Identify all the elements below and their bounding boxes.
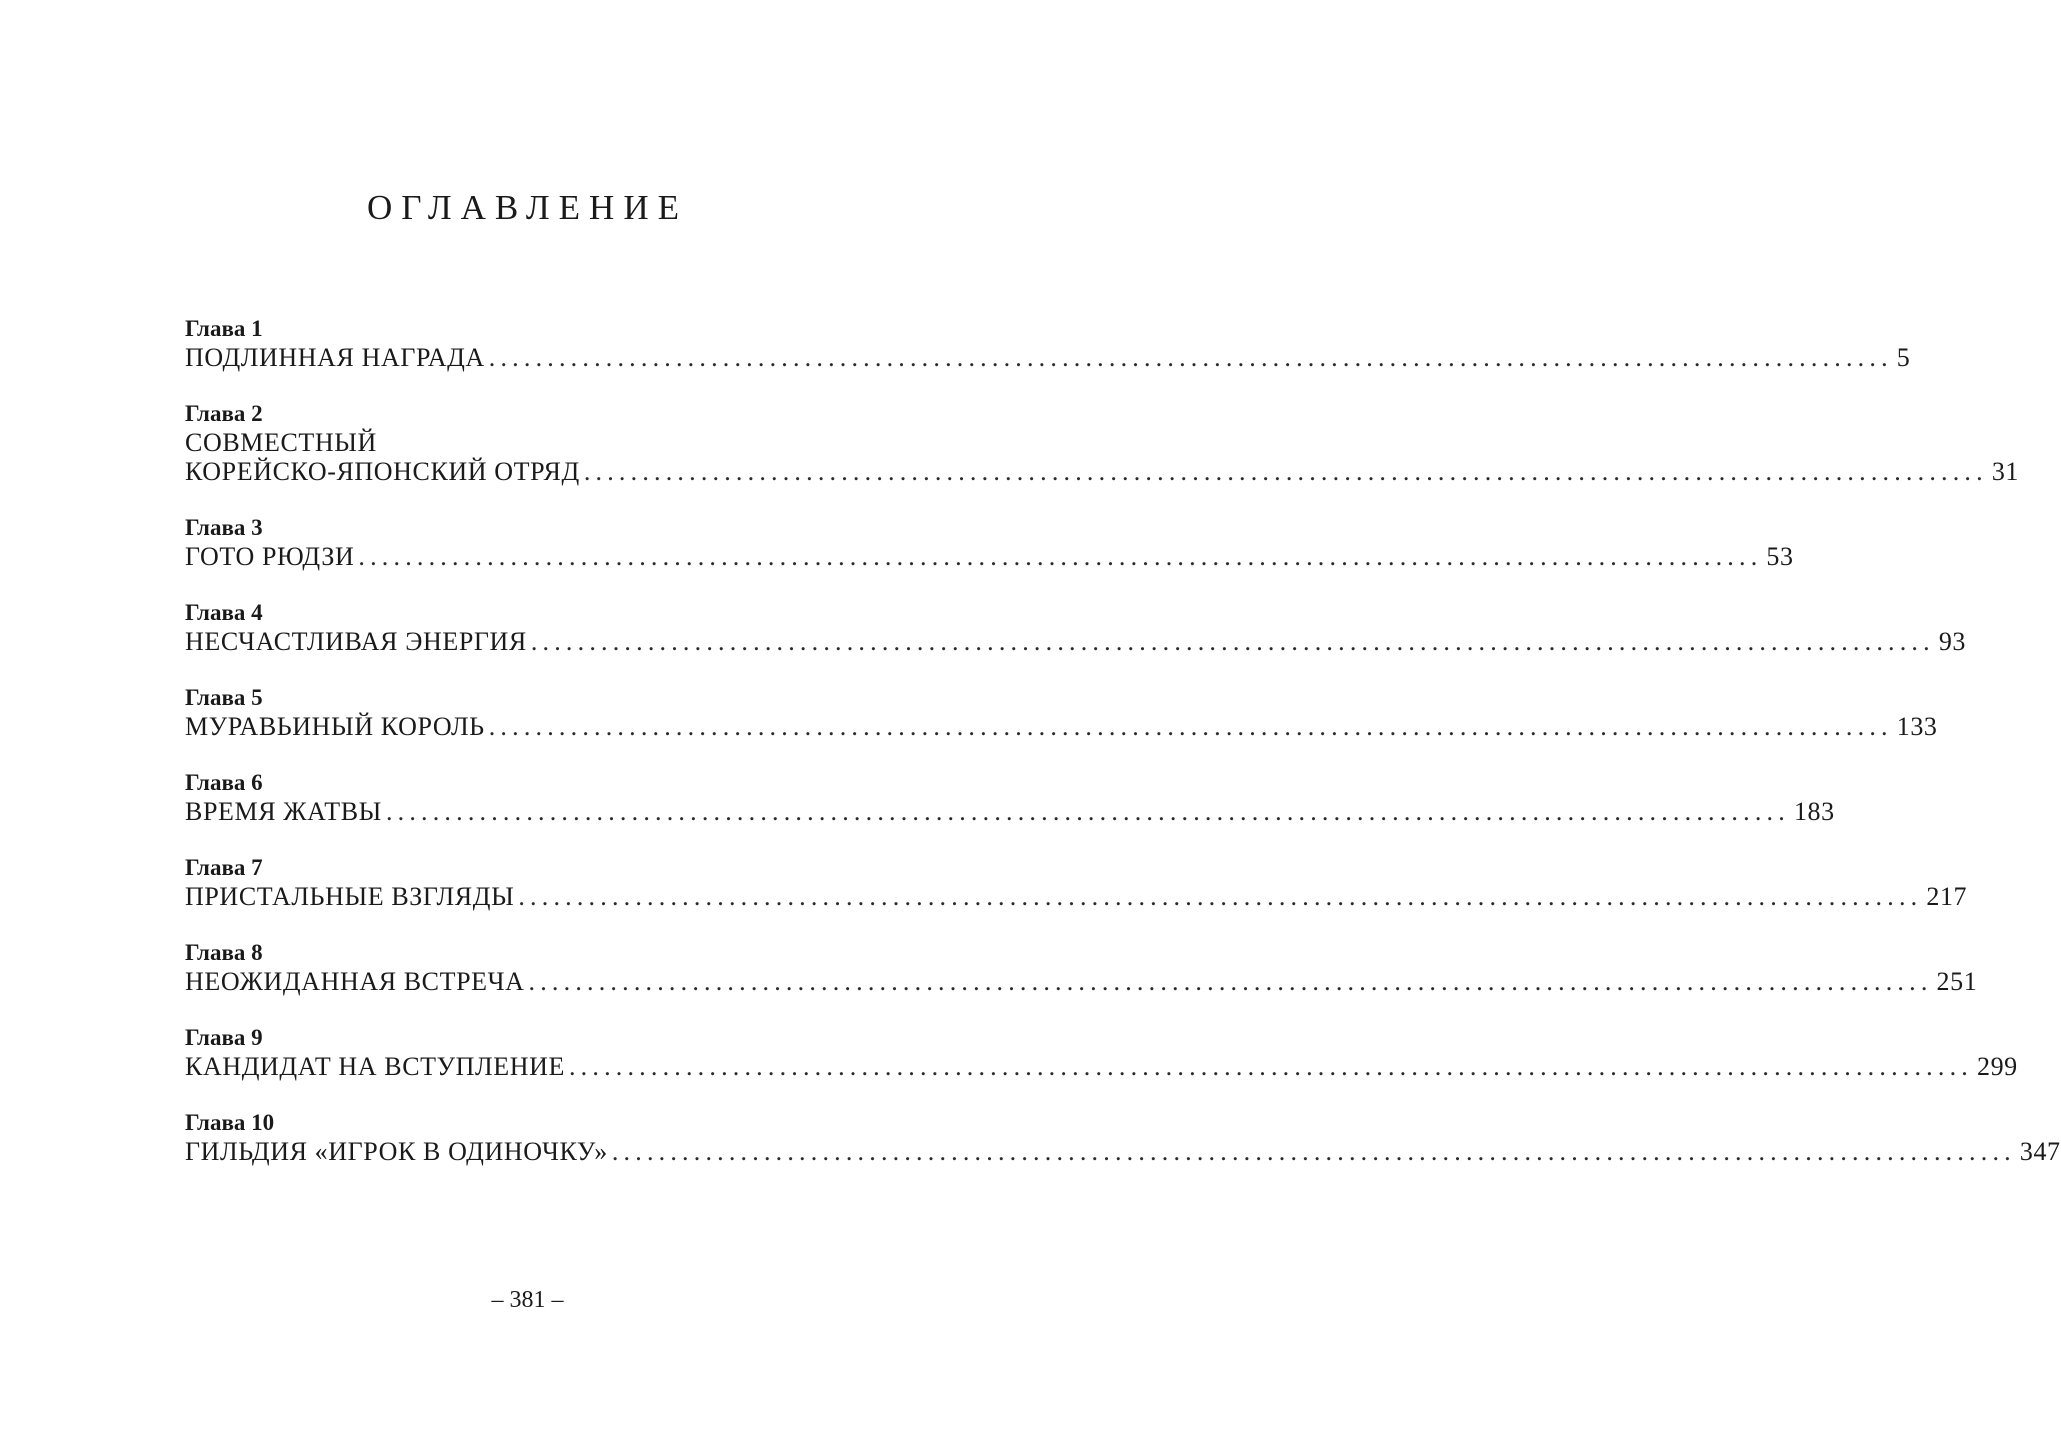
chapter-label: Глава 3: [185, 515, 263, 540]
chapter-page: 251: [1936, 967, 1978, 996]
chapter-title: НЕОЖИДАННАЯ ВСТРЕЧА: [185, 967, 525, 996]
chapter-title: КОРЕЙСКО-ЯПОНСКИЙ ОТРЯД: [185, 457, 580, 486]
chapter-title: НЕСЧАСТЛИВАЯ ЭНЕРГИЯ: [185, 627, 527, 656]
toc-entry: [185, 768, 1835, 826]
dot-leader: ........................................................................................................................: [358, 542, 1763, 571]
toc-row: [185, 627, 1967, 656]
toc-row: [185, 542, 1794, 571]
chapter-page: 133: [1896, 712, 1938, 741]
toc-entry: [185, 598, 1967, 656]
toc-row: [185, 457, 2020, 486]
page-title: ОГЛАВЛЕНИЕ: [367, 188, 688, 227]
chapter-page: 347: [2019, 1137, 2061, 1166]
toc-entry: [185, 1108, 2061, 1166]
toc-row: [185, 882, 1968, 911]
chapter-label: Глава 5: [185, 685, 263, 710]
toc-entry: [185, 853, 1968, 911]
toc-entry: [185, 1023, 2018, 1081]
chapter-title: МУРАВЬИНЫЙ КОРОЛЬ: [185, 712, 485, 741]
dot-leader: ........................................................................................................................: [568, 1052, 1973, 1081]
chapter-title: ПОДЛИННАЯ НАГРАДА: [185, 343, 485, 372]
chapter-page: 93: [1938, 627, 1967, 656]
chapter-title: ГОТО РЮДЗИ: [185, 542, 355, 571]
dot-leader: ........................................................................................................................: [518, 882, 1923, 911]
chapter-label: Глава 7: [185, 855, 263, 880]
chapter-page: 53: [1766, 542, 1794, 571]
chapter-page: 5: [1896, 343, 1911, 372]
toc-entry: [185, 513, 1794, 571]
chapter-label: Глава 2: [185, 401, 263, 426]
toc-row: [185, 797, 1835, 826]
table-of-contents: [185, 314, 2061, 1193]
chapter-title: ВРЕМЯ ЖАТВЫ: [185, 797, 382, 826]
toc-row: [185, 712, 1938, 741]
chapter-title: ПРИСТАЛЬНЫЕ ВЗГЛЯДЫ: [185, 882, 515, 911]
page-number: – 381 –: [491, 1287, 564, 1313]
dot-leader: ........................................................................................................................: [611, 1137, 2016, 1166]
dot-leader: ........................................................................................................................: [488, 343, 1893, 372]
dot-leader: ........................................................................................................................: [530, 627, 1935, 656]
chapter-title: КАНДИДАТ НА ВСТУПЛЕНИЕ: [185, 1052, 565, 1081]
chapter-page: 299: [1976, 1052, 2018, 1081]
chapter-label: Глава 8: [185, 940, 263, 965]
chapter-label: Глава 9: [185, 1025, 263, 1050]
toc-row: [185, 1137, 2061, 1166]
chapter-label: Глава 1: [185, 316, 263, 341]
toc-entry: [185, 314, 1911, 372]
toc-row: [185, 343, 1911, 372]
toc-entry: [185, 683, 1938, 741]
dot-leader: ........................................................................................................................: [488, 712, 1893, 741]
chapter-label: Глава 10: [185, 1110, 275, 1135]
chapter-page: 31: [1991, 457, 2020, 486]
chapter-page: 183: [1793, 797, 1835, 826]
chapter-title-line: СОВМЕСТНЫЙ: [185, 428, 377, 457]
toc-entry: [185, 938, 1978, 996]
chapter-label: Глава 4: [185, 600, 263, 625]
dot-leader: ........................................................................................................................: [528, 967, 1933, 996]
chapter-label: Глава 6: [185, 770, 263, 795]
chapter-title: ГИЛЬДИЯ «ИГРОК В ОДИНОЧКУ»: [185, 1137, 608, 1166]
chapter-page: 217: [1926, 882, 1968, 911]
dot-leader: ........................................................................................................................: [583, 457, 1988, 486]
toc-row: [185, 967, 1978, 996]
toc-row: [185, 1052, 2018, 1081]
toc-entry: [185, 399, 2020, 486]
dot-leader: ........................................................................................................................: [385, 797, 1790, 826]
